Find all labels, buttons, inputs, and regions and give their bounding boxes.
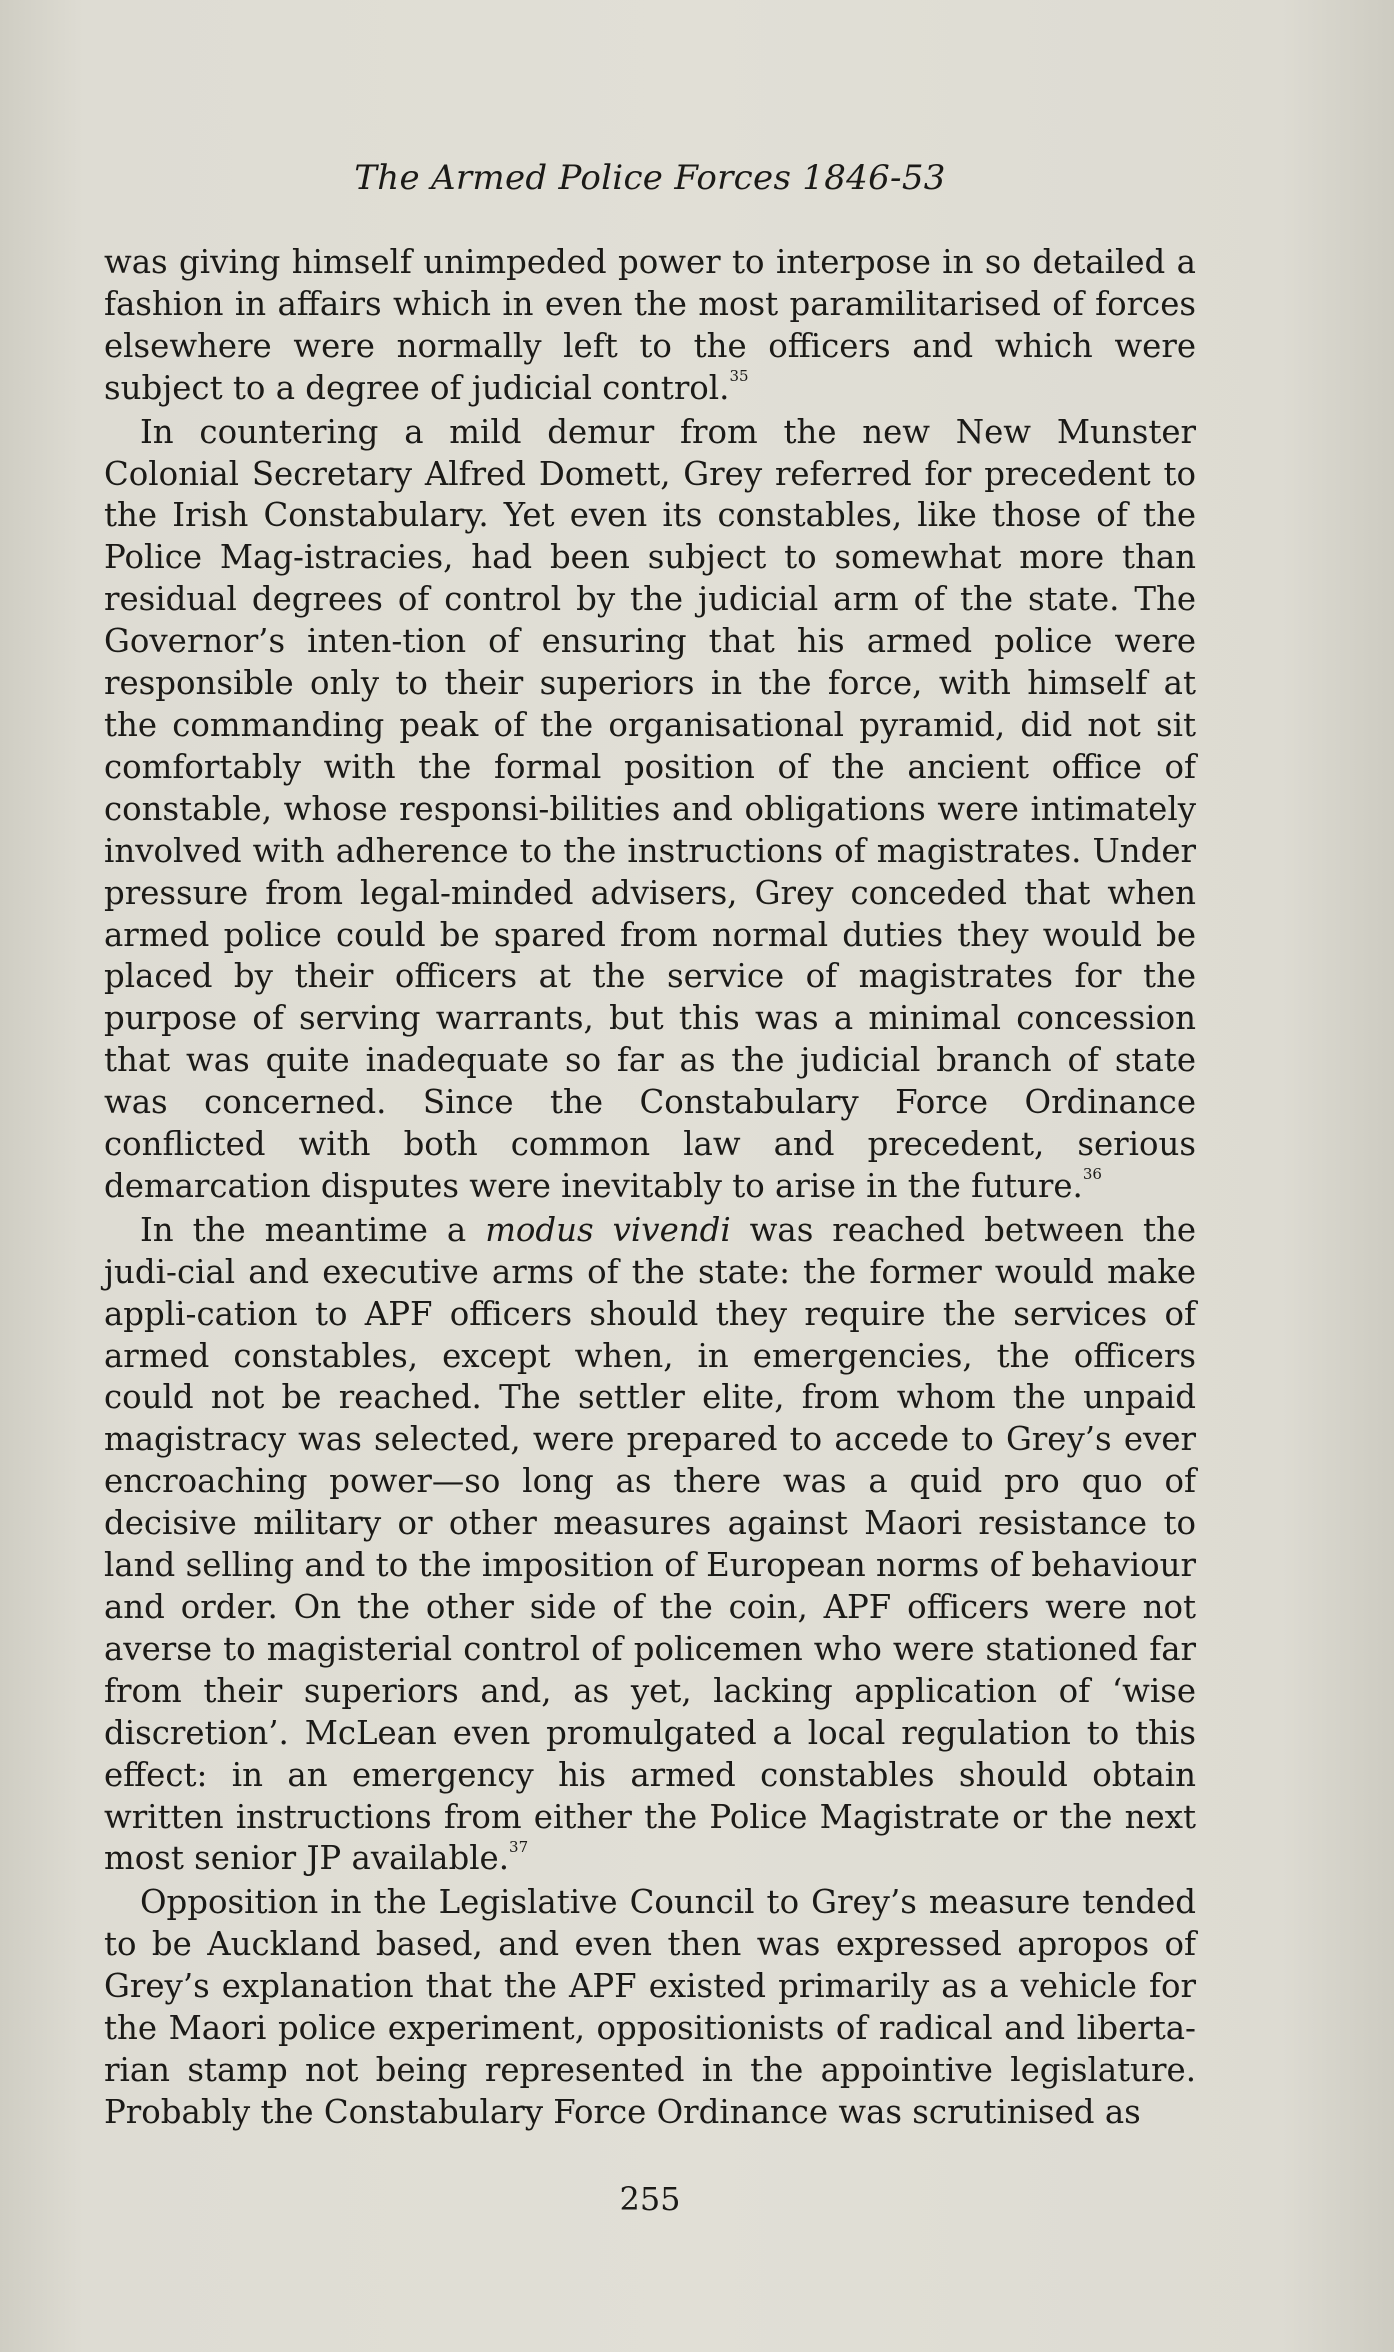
italic-phrase: modus vivendi — [485, 1210, 731, 1249]
paragraph-1 — [104, 242, 1196, 410]
paragraph-4 — [104, 1882, 1196, 2133]
footnote-marker: 35 — [729, 366, 749, 385]
paragraph-text: In countering a mild demur from the new New Munster Colonial Secretary Alfred Domett, Grey referred for precedent to the Irish Constabulary. Yet even its constables, like those of the Police Mag-istracies, had been subject to somewhat more than residual degrees of control by the judicial arm of the state. The Governor’s inten-tion of ensuring that his armed police were responsible only to their superiors in the force, with himself at the commanding peak of the organisational pyramid, did not sit comfortably with the formal position of the ancient office of constable, whose responsi-bilities and obligations were intimately involved with adherence to the instructions of magistrates. Under pressure from legal-minded advisers, Grey conceded that when armed police could be spared from normal duties they would be placed by their officers at the service of magistrates for the purpose of serving warrants, but this was a minimal concession that was quite inadequate so far as the judicial branch of state was concerned. Since the Constabulary Force Ordinance conflicted with both common law and precedent, serious demarcation disputes were inevitably to arise in the future. — [104, 412, 1196, 1205]
paragraph-2 — [104, 412, 1196, 1208]
page-number: 255 — [619, 2180, 681, 2218]
paragraph-lead-text: In the meantime a — [140, 1210, 486, 1249]
body-text — [104, 242, 1196, 2134]
paragraph-text: was giving himself unimpeded power to interpose in so detailed a fashion in affairs which in even the most paramilitarised of forces elsewhere were normally left to the officers and which were subject to a degree of judicial control. — [104, 243, 1196, 407]
running-head: The Armed Police Forces 1846-53 — [354, 158, 946, 198]
footnote-marker: 37 — [509, 1837, 529, 1856]
paragraph-text: was reached between the judi-cial and executive arms of the state: the former would make appli-cation to APF officers should they require the services of armed constables, except when, in emergencies, the officers could not be reached. The settler elite, from whom the unpaid magistracy was selected, were prepared to accede to Grey’s ever encroaching power—so long as there was a quid pro quo of decisive military or other measures against Maori resistance to land selling and to the imposition of European norms of behaviour and order. On the other side of the coin, APF officers were not averse to magisterial control of policemen who were stationed far from their superiors and, as yet, lacking application of ‘wise discretion’. McLean even promulgated a local regulation to this effect: in an emergency his armed constables should obtain written instructions from either the Police Magistrate or the next most senior JP available. — [104, 1210, 1196, 1878]
paragraph-text: Opposition in the Legislative Council to Grey’s measure tended to be Auckland based, and even then was expressed apropos of Grey’s explanation that the APF existed primarily as a vehicle for the Maori police experiment, oppositionists of radical and liberta-rian stamp not being represented in the appointive legislature. Probably the Constabulary Force Ordinance was scrutinised as — [104, 1883, 1196, 2131]
paragraph-3 — [104, 1210, 1196, 1881]
footnote-marker: 36 — [1082, 1165, 1102, 1184]
